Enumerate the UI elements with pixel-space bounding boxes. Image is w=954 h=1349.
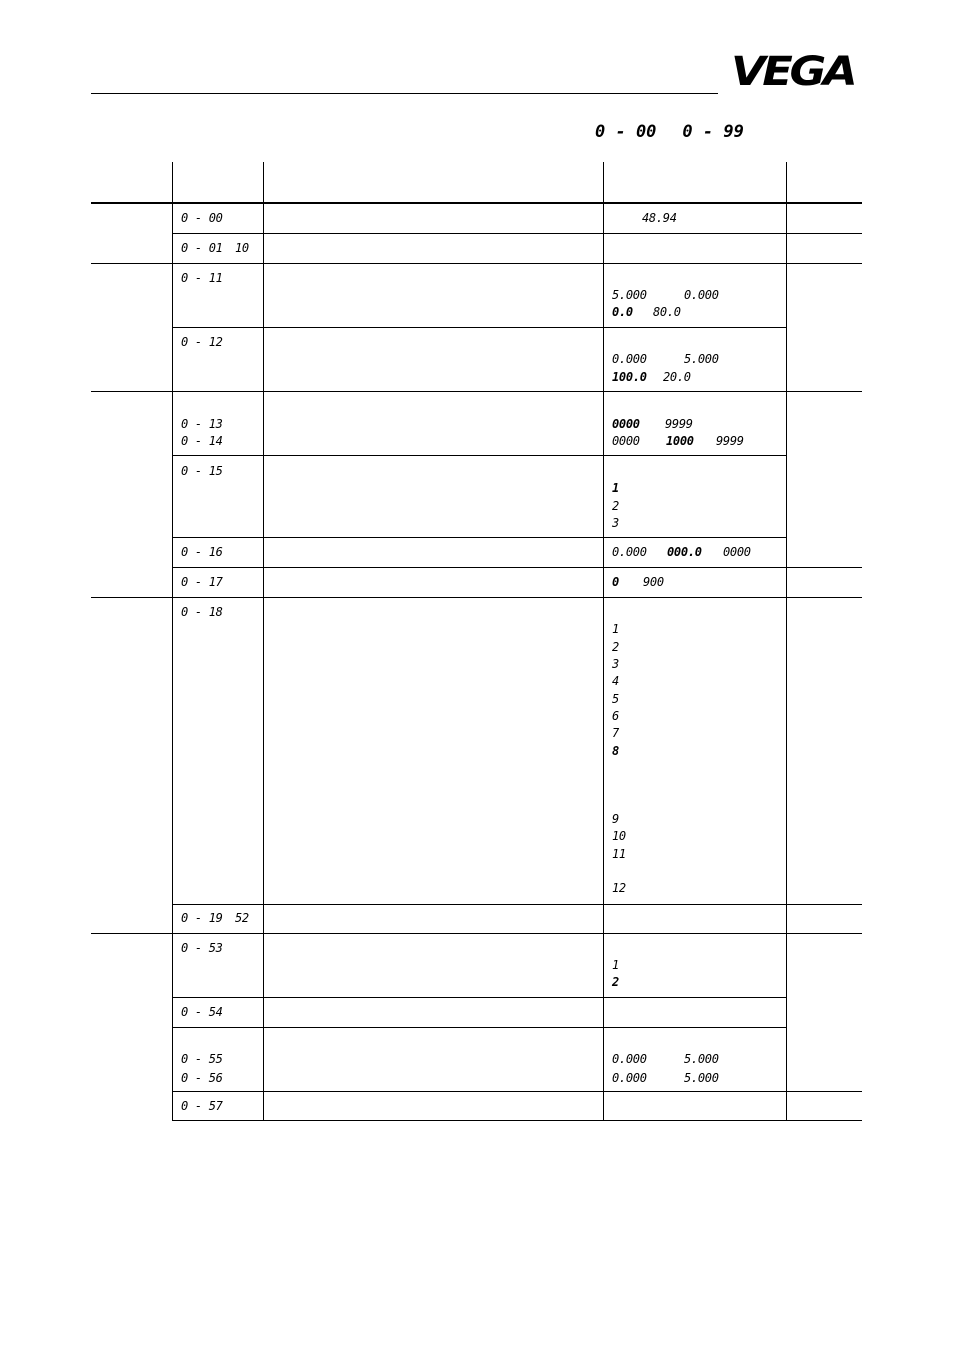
- value-0-14-default: 1000: [666, 434, 694, 448]
- param-0-17: 0 - 17: [181, 575, 223, 589]
- value-0-18-option: 7: [612, 726, 619, 740]
- value-0-17-default: 0: [612, 575, 619, 589]
- value-0-11-default: 0.0: [612, 305, 633, 319]
- table-group-line: [91, 391, 862, 392]
- value-0-12-default: 100.0: [612, 370, 647, 384]
- table-bottom-line: [172, 1120, 862, 1121]
- param-0-01-to: 10: [235, 241, 249, 255]
- param-0-11: 0 - 11: [181, 271, 223, 285]
- value-0-13-to: 9999: [665, 417, 693, 431]
- param-0-01: 0 - 01: [181, 241, 223, 255]
- table-group-line: [91, 597, 862, 598]
- value-0-18-option: 11: [612, 847, 626, 861]
- param-0-19: 0 - 19: [181, 911, 223, 925]
- value-0-55-min: 0.000: [612, 1052, 647, 1066]
- value-0-15-option: 3: [612, 516, 619, 530]
- value-0-18-option: 6: [612, 709, 619, 723]
- table-row-line: [172, 327, 786, 328]
- value-0-14-from: 0000: [612, 434, 640, 448]
- param-0-57: 0 - 57: [181, 1099, 223, 1113]
- table-row-line: [172, 904, 862, 905]
- table-row-line: [172, 1091, 862, 1092]
- value-0-17-to: 900: [643, 575, 664, 589]
- param-0-16: 0 - 16: [181, 545, 223, 559]
- value-0-18-option: 8: [612, 744, 619, 758]
- value-0-18-option: 9: [612, 812, 619, 826]
- value-0-00: 48.94: [642, 211, 677, 225]
- parameter-range-title: [595, 122, 744, 142]
- table-col-line: [263, 162, 264, 1121]
- table-row-line: [172, 1027, 786, 1028]
- table-col-line: [172, 162, 173, 1121]
- value-0-18-option: 3: [612, 657, 619, 671]
- value-0-15-option: 1: [612, 481, 619, 495]
- value-0-16-default: 000.0: [667, 545, 702, 559]
- param-0-14: 0 - 14: [181, 434, 223, 448]
- value-0-56-max: 5.000: [684, 1071, 719, 1085]
- value-0-11-max: 0.000: [684, 288, 719, 302]
- param-0-56: 0 - 56: [181, 1071, 223, 1085]
- value-0-11-min: 5.000: [612, 288, 647, 302]
- value-0-15-option: 2: [612, 499, 619, 513]
- value-0-53-option: 2: [612, 975, 619, 989]
- table-row-line: [172, 233, 862, 234]
- param-0-12: 0 - 12: [181, 335, 223, 349]
- value-0-12-min: 0.000: [612, 352, 647, 366]
- value-0-16-max: 0000: [723, 545, 751, 559]
- value-0-18-option: 2: [612, 640, 619, 654]
- param-0-19-to: 52: [235, 911, 249, 925]
- table-col-line: [603, 162, 604, 1121]
- range-to: 0 - 99: [682, 122, 744, 142]
- table-row-line: [172, 997, 786, 998]
- param-0-54: 0 - 54: [181, 1005, 223, 1019]
- param-0-18: 0 - 18: [181, 605, 223, 619]
- param-0-55: 0 - 55: [181, 1052, 223, 1066]
- param-0-53: 0 - 53: [181, 941, 223, 955]
- value-0-53-option: 1: [612, 958, 619, 972]
- value-0-13-default: 0000: [612, 417, 640, 431]
- table-header-rule: [91, 202, 862, 204]
- value-0-55-max: 5.000: [684, 1052, 719, 1066]
- value-0-56-min: 0.000: [612, 1071, 647, 1085]
- value-0-11-to: 80.0: [653, 305, 681, 319]
- header-rule: [91, 93, 718, 94]
- param-0-15: 0 - 15: [181, 464, 223, 478]
- table-row-line: [172, 567, 862, 568]
- table-group-line: [91, 933, 862, 934]
- value-0-12-to: 20.0: [663, 370, 691, 384]
- value-0-18-option: 5: [612, 692, 619, 706]
- table-row-line: [172, 455, 786, 456]
- table-row-line: [172, 537, 786, 538]
- range-from: 0 - 00: [595, 122, 657, 142]
- vega-logo: VEGA: [731, 49, 855, 95]
- value-0-14-to: 9999: [716, 434, 744, 448]
- value-0-18-option: 1: [612, 622, 619, 636]
- value-0-16-min: 0.000: [612, 545, 647, 559]
- value-0-18-option: 12: [612, 881, 626, 895]
- value-0-18-option: 10: [612, 829, 626, 843]
- value-0-12-max: 5.000: [684, 352, 719, 366]
- param-0-13: 0 - 13: [181, 417, 223, 431]
- table-col-line: [786, 162, 787, 1121]
- value-0-18-option: 4: [612, 674, 619, 688]
- param-0-00: 0 - 00: [181, 211, 223, 225]
- table-group-line: [91, 263, 862, 264]
